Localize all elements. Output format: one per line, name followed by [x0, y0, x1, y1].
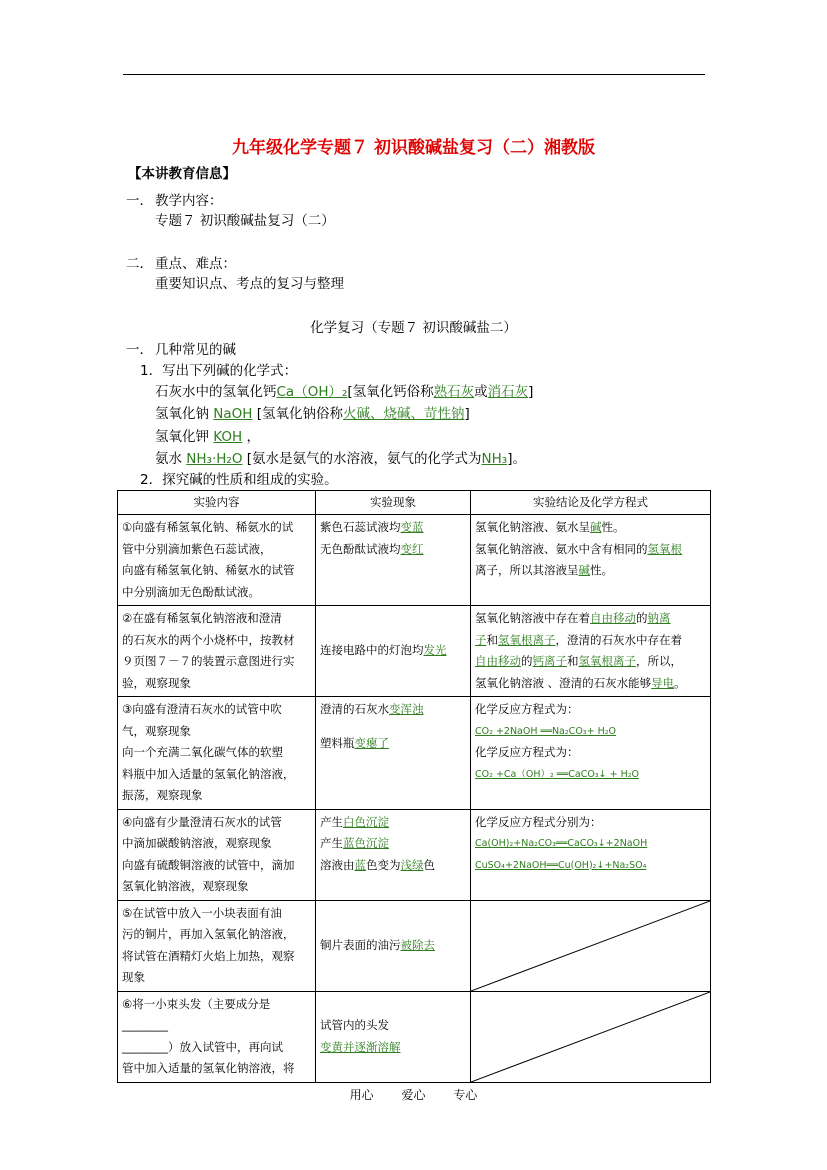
info-header: 【本讲教育信息】: [128, 166, 236, 182]
equation: CuSO₄+2NaOH══Cu(OH)₂↓+Na₂SO₄: [475, 859, 647, 871]
review-title: 化学复习（专题７ 初识酸碱盐二）: [310, 320, 517, 336]
header-rule: [123, 74, 705, 75]
line-potassium-hydroxide: 氢氧化钾 KOH ，: [155, 429, 260, 445]
row6-phenomenon: 试管内的头发 变黄并逐渐溶解: [316, 991, 471, 1082]
row1-phenomenon: 紫色石蕊试液均变蓝 无色酚酞试液均变红: [316, 515, 471, 606]
row2-content: ②在盛有稀氢氧化钠溶液和澄清 的石灰水的两个小烧杯中，按教材 ９页图７－７的装置示意图进行实 验，观察现象: [118, 606, 316, 697]
table-row: [118, 900, 711, 991]
diagonal-line: [471, 992, 710, 1082]
part-1-label: 一．: [126, 342, 153, 358]
equation: CO₂ +Ca（OH）₂ ══CaCO₃↓ + H₂O: [475, 768, 640, 780]
header-conclusion: 实验结论及化学方程式: [471, 491, 711, 515]
section-1-title: 教学内容：: [155, 193, 223, 209]
section-1-text: 专题７ 初识酸碱盐复习（二）: [155, 213, 335, 229]
section-1-label: 一．: [126, 193, 153, 209]
row5-phenomenon: 铜片表面的油污被除去: [316, 900, 471, 991]
page-footer: 用心 爱心 专心: [349, 1088, 478, 1102]
table-row: [118, 606, 711, 697]
part-1-title: 几种常见的碱: [155, 342, 236, 358]
row2-phenomenon: 连接电路中的灯泡均发光: [316, 606, 471, 697]
experiment-table: [117, 490, 711, 1083]
diagonal-line: [471, 901, 710, 991]
row3-conclusion: 化学反应方程式为： CO₂ +2NaOH ══Na₂CO₃+ H₂O 化学反应方程式为： CO₂ +Ca（OH）₂ ══CaCO₃↓ + H₂O: [471, 697, 711, 810]
header-content: 实验内容: [118, 491, 316, 515]
row2-conclusion: 氢氧化钠溶液中存在着自由移动的钠离 子和氢氧根离子，澄清的石灰水中存在着 自由移动的钙离子和氢氧根离子，所以， 氢氧化钠溶液 、澄清的石灰水能够导电。: [471, 606, 711, 697]
page-title: 九年级化学专题７ 初识酸碱盐复习（二）湘教版: [232, 138, 595, 158]
row6-empty-cell: [471, 991, 711, 1082]
row6-content: ⑥将一小束头发（主要成分是 ________ ________）放入试管中，再向试 管中加入适量的氢氧化钠溶液，将: [118, 991, 316, 1082]
line-sodium-hydroxide: 氢氧化钠 NaOH [氢氧化钠俗称火碱、烧碱、苛性钠]: [155, 406, 470, 422]
section-2-title: 重点、难点：: [155, 256, 236, 272]
equation: CO₂ +2NaOH ══Na₂CO₃+ H₂O: [475, 725, 617, 737]
question-2: 2．探究碱的性质和组成的实验。: [140, 472, 338, 488]
row4-phenomenon: 产生白色沉淀 产生蓝色沉淀 溶液由蓝色变为浅绿色: [316, 809, 471, 900]
line-ammonia-water: 氨水 NH₃·H₂O [氨水是氨气的水溶液，氨气的化学式为NH₃]。: [155, 451, 526, 467]
section-2-label: 二．: [126, 256, 153, 272]
equation: Ca(OH)₂+Na₂CO₃══CaCO₃↓+2NaOH: [475, 838, 648, 849]
table-row: [118, 809, 711, 900]
row5-empty-cell: [471, 900, 711, 991]
table-row: [118, 515, 711, 606]
row4-content: ④向盛有少量澄清石灰水的试管 中滴加碳酸钠溶液，观察现象 向盛有硫酸铜溶液的试管中，滴加 氢氧化钠溶液，观察现象: [118, 809, 316, 900]
question-1: 1．写出下列碱的化学式：: [140, 363, 298, 379]
table-row: [118, 991, 711, 1082]
line-calcium-hydroxide: 石灰水中的氢氧化钙Ca（OH）₂[氢氧化钙俗称熟石灰或消石灰]: [155, 384, 534, 400]
row3-phenomenon: 澄清的石灰水变浑浊 塑料瓶变瘪了: [316, 697, 471, 810]
row5-content: ⑤在试管中放入一小块表面有油 污的铜片，再加入氢氧化钠溶液， 将试管在酒精灯火焰上加热，观察 现象: [118, 900, 316, 991]
table-header-row: [118, 491, 711, 515]
section-2-text: 重要知识点、考点的复习与整理: [155, 276, 344, 292]
row3-content: ③向盛有澄清石灰水的试管中吹 气，观察现象 向一个充满二氧化碳气体的软塑 料瓶中加入适量的氢氧化钠溶液， 振荡，观察现象: [118, 697, 316, 810]
row4-conclusion: 化学反应方程式分别为： Ca(OH)₂+Na₂CO₃══CaCO₃↓+2NaOH CuSO₄+2NaOH══Cu(OH)₂↓+Na₂SO₄: [471, 809, 711, 900]
header-phenomenon: 实验现象: [316, 491, 471, 515]
row1-content: ①向盛有稀氢氧化钠、稀氨水的试 管中分别滴加紫色石蕊试液， 向盛有稀氢氧化钠、稀氨水的试管 中分别滴加无色酚酞试液。: [118, 515, 316, 606]
table-row: [118, 697, 711, 810]
row1-conclusion: 氢氧化钠溶液、氨水呈碱性。 氢氧化钠溶液、氨水中含有相同的氢氧根 离子，所以其溶液呈碱性。: [471, 515, 711, 606]
